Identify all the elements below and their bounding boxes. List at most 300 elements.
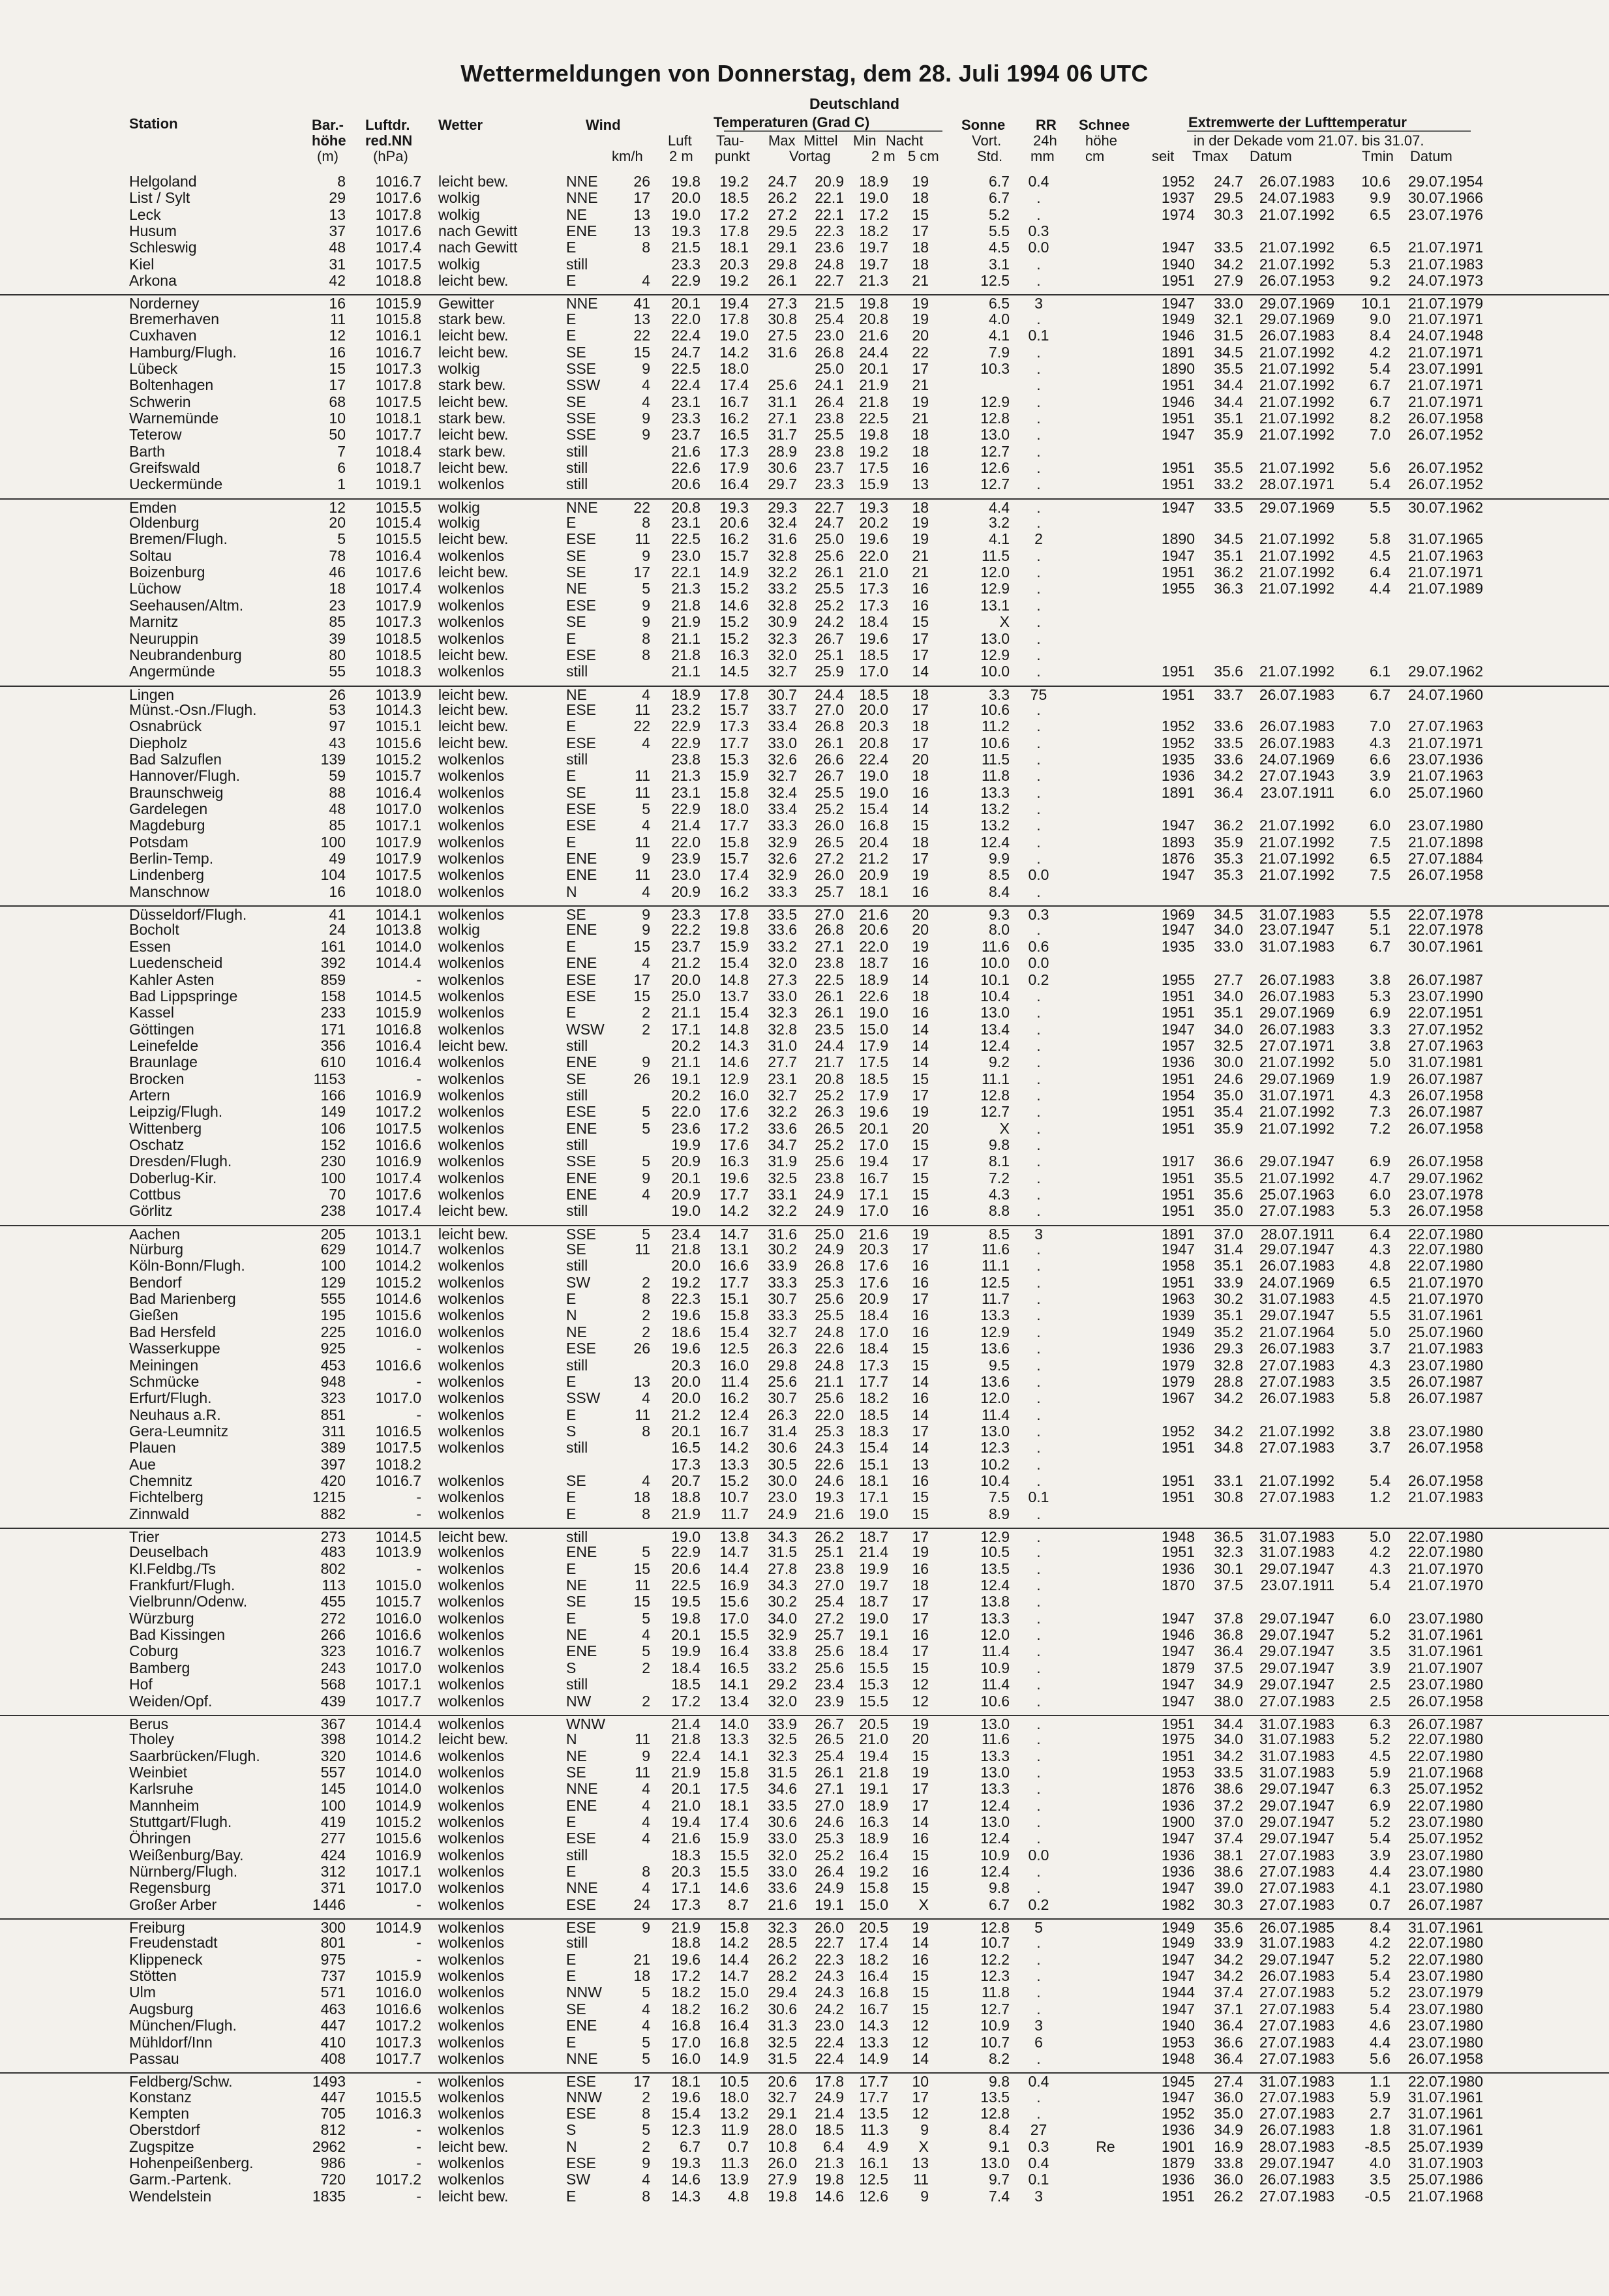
cell-temp-air: 20.6 xyxy=(671,1560,700,1577)
cell-bar-height: 398 xyxy=(320,1730,346,1748)
cell-tmax: 31.5 xyxy=(1214,327,1243,344)
cell-wind-dir: SE xyxy=(566,547,586,564)
cell-wind-speed: 9 xyxy=(642,613,650,631)
cell-since: 1947 xyxy=(1161,1830,1195,1847)
cell-wind-dir: S xyxy=(566,1422,577,1440)
cell-temp-min: 18.2 xyxy=(859,222,888,240)
cell-tmax-date: 21.07.1992 xyxy=(1259,376,1334,394)
cell-bar-height: 568 xyxy=(320,1676,346,1693)
cell-since: 1955 xyxy=(1161,971,1195,988)
cell-tmax xyxy=(1197,1407,1243,1423)
cell-tmin-date: 29.07.1954 xyxy=(1407,173,1483,190)
cell-pressure: - xyxy=(416,1488,421,1506)
cell-rain: . xyxy=(1036,1036,1041,1054)
cell-pressure: 1015.6 xyxy=(375,1830,421,1847)
cell-tmin-date xyxy=(1394,223,1483,239)
cell-temp-mean: 25.2 xyxy=(815,1136,844,1153)
cell-bar-height: 439 xyxy=(320,1692,346,1710)
cell-tmin: 4.2 xyxy=(1370,343,1391,361)
cell-snow xyxy=(1083,1121,1128,1137)
cell-wind-speed xyxy=(616,1137,650,1153)
cell-station: Bad Marienberg xyxy=(129,1290,236,1308)
cell-temp-night: 15 xyxy=(912,1356,929,1374)
cell-sun: 13.0 xyxy=(980,1813,1010,1830)
cell-tmin-date: 26.07.1952 xyxy=(1407,476,1483,493)
cell-tmin-date: 26.07.1958 xyxy=(1407,866,1483,884)
cell-temp-dew: 15.2 xyxy=(719,580,749,597)
cell-temp-min: 15.5 xyxy=(859,1692,888,1710)
cell-tmax-date xyxy=(1243,614,1334,630)
cell-weather: wolkenlos xyxy=(438,476,504,493)
cell-temp-max: 31.5 xyxy=(768,1543,797,1561)
cell-since: 1947 xyxy=(1161,1020,1195,1038)
table-row xyxy=(0,1660,1609,1676)
cell-rain: . xyxy=(1036,750,1041,768)
cell-since: 1951 xyxy=(1161,1103,1195,1121)
cell-pressure: 1017.7 xyxy=(375,2049,421,2067)
cell-temp-dew: 14.8 xyxy=(719,971,749,988)
cell-since: 1951 xyxy=(1161,2187,1195,2205)
cell-temp-min: 17.9 xyxy=(859,1086,888,1104)
cell-temp-mean: 26.4 xyxy=(815,1863,844,1880)
cell-pressure: 1014.6 xyxy=(375,1747,421,1764)
cell-weather: wolkenlos xyxy=(438,1543,504,1561)
cell-temp-mean: 26.5 xyxy=(815,833,844,851)
cell-temp-mean: 26.7 xyxy=(815,767,844,785)
cell-tmin-date xyxy=(1394,1457,1483,1473)
cell-tmin: 3.8 xyxy=(1370,971,1391,988)
cell-tmax-date xyxy=(1243,702,1334,718)
cell-temp-dew: 10.7 xyxy=(719,1488,749,1506)
cell-snow xyxy=(1083,2074,1128,2090)
cell-tmax-date: 21.07.1992 xyxy=(1259,866,1334,884)
cell-wind-speed xyxy=(616,1529,650,1545)
cell-temp-mean: 24.4 xyxy=(815,686,844,703)
cell-tmin-date: 23.07.1980 xyxy=(1407,2033,1483,2051)
cell-station: Schmücke xyxy=(129,1372,200,1390)
header-bar-1: Bar.- xyxy=(312,117,344,133)
table-row xyxy=(0,1170,1609,1186)
cell-temp-max: 29.3 xyxy=(768,498,797,516)
cell-tmin xyxy=(1342,597,1391,614)
cell-station: Cuxhaven xyxy=(129,327,197,344)
cell-tmin-date: 24.07.1948 xyxy=(1407,327,1483,344)
cell-wind-speed: 2 xyxy=(642,1307,650,1324)
cell-snow xyxy=(1083,581,1128,597)
cell-bar-height: 629 xyxy=(320,1241,346,1258)
cell-wind-speed: 13 xyxy=(633,310,650,327)
cell-weather: wolkenlos xyxy=(438,1053,504,1071)
cell-since: 1947 xyxy=(1161,498,1195,516)
cell-pressure: 1017.5 xyxy=(375,1119,421,1137)
table-row xyxy=(0,1935,1609,1951)
cell-temp-night: 18 xyxy=(912,987,929,1004)
cell-temp-dew: 14.9 xyxy=(719,2049,749,2067)
cell-wind-dir: NNW xyxy=(566,2088,602,2106)
cell-since: 1951 xyxy=(1161,1070,1195,1087)
cell-temp-max: 21.6 xyxy=(768,1896,797,1913)
cell-weather: wolkenlos xyxy=(438,2088,504,2106)
cell-tmax-date: 26.07.1983 xyxy=(1259,1389,1334,1407)
cell-temp-min: 18.5 xyxy=(859,686,888,703)
cell-temp-night: 19 xyxy=(912,514,929,531)
cell-since xyxy=(1143,884,1195,900)
cell-temp-mean: 25.3 xyxy=(815,1273,844,1291)
cell-tmin xyxy=(1342,631,1391,647)
cell-pressure: 1014.1 xyxy=(375,906,421,924)
cell-temp-mean: 22.0 xyxy=(815,1406,844,1423)
cell-temp-max: 27.3 xyxy=(768,295,797,312)
table-row xyxy=(0,1071,1609,1087)
table-row xyxy=(0,597,1609,614)
cell-wind-dir: E xyxy=(566,1609,577,1627)
cell-bar-height: 367 xyxy=(320,1715,346,1732)
cell-temp-mean: 26.6 xyxy=(815,750,844,768)
cell-temp-dew: 14.6 xyxy=(719,1053,749,1071)
cell-station: Köln-Bonn/Flugh. xyxy=(129,1257,245,1275)
cell-tmin: 6.5 xyxy=(1370,239,1391,256)
cell-tmin-date: 22.07.1978 xyxy=(1407,921,1483,939)
cell-station: Oschatz xyxy=(129,1136,185,1153)
cell-sun: X xyxy=(999,613,1010,631)
cell-rain: 0.4 xyxy=(1028,173,1049,190)
cell-weather: wolkenlos xyxy=(438,2033,504,2051)
cell-temp-air: 20.9 xyxy=(671,883,700,900)
cell-weather: wolkenlos xyxy=(438,1136,504,1153)
cell-tmin-date: 22.07.1980 xyxy=(1407,1796,1483,1814)
cell-station: Bad Hersfeld xyxy=(129,1323,216,1340)
cell-temp-dew: 15.7 xyxy=(719,701,749,718)
cell-temp-air: 20.8 xyxy=(671,498,700,516)
table-row xyxy=(0,1203,1609,1219)
cell-sun: 13.1 xyxy=(980,596,1010,614)
cell-temp-night: 18 xyxy=(912,255,929,273)
cell-wind-dir: ENE xyxy=(566,954,597,972)
cell-tmax-date xyxy=(1243,597,1334,614)
cell-temp-dew: 18.5 xyxy=(719,189,749,207)
cell-weather: nach Gewitt xyxy=(438,222,518,240)
cell-wind-speed: 9 xyxy=(642,1919,650,1936)
cell-tmax-date: 21.07.1992 xyxy=(1259,580,1334,597)
header-bar-2: höhe xyxy=(312,132,346,149)
cell-rain: . xyxy=(1036,189,1041,207)
cell-temp-max: 29.1 xyxy=(768,239,797,256)
cell-temp-air: 18.2 xyxy=(671,1984,700,2001)
cell-wind-dir: SE xyxy=(566,2000,586,2017)
cell-station: Zugspitze xyxy=(129,2137,194,2155)
cell-wind-dir: SW xyxy=(566,2171,591,2188)
cell-temp-max: 33.3 xyxy=(768,1307,797,1324)
cell-tmax-date: 25.07.1963 xyxy=(1259,1186,1334,1203)
cell-tmin-date: 26.07.1958 xyxy=(1407,409,1483,427)
cell-temp-mean: 25.0 xyxy=(815,359,844,377)
cell-wind-speed: 17 xyxy=(633,971,650,988)
cell-tmin-date: 26.07.1987 xyxy=(1407,971,1483,988)
cell-sun: 10.5 xyxy=(980,1543,1010,1561)
cell-snow xyxy=(1083,1897,1128,1913)
cell-temp-dew: 15.8 xyxy=(719,1763,749,1781)
cell-tmin: 4.4 xyxy=(1370,2033,1391,2051)
cell-temp-night: 14 xyxy=(912,1020,929,1038)
cell-tmax: 36.4 xyxy=(1214,783,1243,801)
cell-station: Gardelegen xyxy=(129,800,208,817)
cell-since: 1951 xyxy=(1161,1488,1195,1506)
cell-wind-dir: E xyxy=(566,1290,577,1308)
cell-tmin-date: 21.07.1970 xyxy=(1407,1560,1483,1577)
cell-pressure: - xyxy=(416,1896,421,1913)
cell-wind-dir: ESE xyxy=(566,2104,597,2122)
cell-snow xyxy=(1083,1153,1128,1170)
cell-temp-air: 20.1 xyxy=(671,1626,700,1644)
cell-temp-min: 19.7 xyxy=(859,1577,888,1594)
cell-pressure: 1016.1 xyxy=(375,327,421,344)
cell-snow xyxy=(1083,1952,1128,1968)
cell-tmin-date: 21.07.1983 xyxy=(1407,1488,1483,1506)
cell-tmin-date: 29.07.1962 xyxy=(1407,1169,1483,1186)
cell-station: Arkona xyxy=(129,272,177,290)
cell-temp-mean: 26.8 xyxy=(815,1257,844,1275)
cell-weather: wolkenlos xyxy=(438,1070,504,1087)
cell-weather: wolkenlos xyxy=(438,937,504,955)
cell-rain: . xyxy=(1036,498,1041,516)
cell-wind-dir: ESE xyxy=(566,817,597,834)
cell-temp-min: 17.3 xyxy=(859,1356,888,1374)
cell-tmin-date xyxy=(1394,647,1483,663)
cell-temp-min: 13.3 xyxy=(859,2033,888,2051)
cell-wind-dir: SE xyxy=(566,564,586,581)
cell-wind-dir: NNE xyxy=(566,1879,598,1897)
cell-temp-mean: 25.5 xyxy=(815,1307,844,1324)
cell-temp-min: 17.2 xyxy=(859,205,888,223)
cell-pressure: 1014.5 xyxy=(375,1528,421,1545)
cell-rain: . xyxy=(1036,1676,1041,1693)
cell-sun: 10.3 xyxy=(980,359,1010,377)
cell-tmin-date: 23.07.1936 xyxy=(1407,750,1483,768)
cell-since: 1957 xyxy=(1161,1036,1195,1054)
cell-temp-mean: 26.3 xyxy=(815,1103,844,1121)
cell-tmin: 6.7 xyxy=(1370,393,1391,410)
cell-tmin: 4.4 xyxy=(1370,580,1391,597)
cell-wind-dir: E xyxy=(566,1967,577,1985)
cell-since: 1947 xyxy=(1161,1879,1195,1897)
cell-weather: wolkenlos xyxy=(438,1004,504,1021)
cell-bar-height: 802 xyxy=(320,1560,346,1577)
cell-sun: 8.8 xyxy=(989,1202,1010,1220)
cell-temp-min: 20.3 xyxy=(859,718,888,735)
cell-temp-night: 20 xyxy=(912,921,929,939)
table-row xyxy=(0,444,1609,460)
cell-wind-dir: still xyxy=(566,1257,588,1275)
header-tau-2: punkt xyxy=(715,148,750,164)
cell-tmax: 37.1 xyxy=(1214,2000,1243,2017)
cell-wind-dir: ENE xyxy=(566,850,597,867)
cell-pressure: 1014.7 xyxy=(375,1241,421,1258)
cell-wind-speed: 4 xyxy=(642,2171,650,2188)
cell-wind-dir: ESE xyxy=(566,1340,597,1357)
cell-bar-height: 419 xyxy=(320,1813,346,1830)
cell-temp-max: 32.2 xyxy=(768,564,797,581)
cell-temp-max: 33.6 xyxy=(768,1879,797,1897)
cell-tmax-date: 29.07.1969 xyxy=(1259,1004,1334,1021)
cell-wind-speed: 4 xyxy=(642,1830,650,1847)
cell-bar-height: 705 xyxy=(320,2104,346,2122)
cell-pressure: 1017.1 xyxy=(375,817,421,834)
cell-temp-min: 18.4 xyxy=(859,1307,888,1324)
cell-temp-air: 20.3 xyxy=(671,1356,700,1374)
cell-pressure: 1017.0 xyxy=(375,800,421,817)
cell-wind-speed: 9 xyxy=(642,906,650,924)
cell-temp-min: 22.0 xyxy=(859,547,888,564)
cell-sun: 4.0 xyxy=(989,310,1010,327)
cell-temp-dew: 18.1 xyxy=(719,239,749,256)
cell-temp-mean: 24.3 xyxy=(815,1967,844,1985)
cell-station: Gera-Leumnitz xyxy=(129,1422,229,1440)
table-row xyxy=(0,785,1609,801)
cell-tmin-date: 21.07.1970 xyxy=(1407,1577,1483,1594)
cell-weather: leicht bew. xyxy=(438,1202,509,1220)
cell-temp-night: 12 xyxy=(912,1692,929,1710)
cell-snow xyxy=(1083,867,1128,883)
cell-rain: . xyxy=(1036,1659,1041,1676)
table-row xyxy=(0,311,1609,327)
table-row xyxy=(0,768,1609,784)
cell-temp-min: 17.1 xyxy=(859,1186,888,1203)
cell-wind-speed xyxy=(616,1935,650,1951)
table-row xyxy=(0,2188,1609,2205)
cell-bar-height: 23 xyxy=(329,596,346,614)
cell-tmin: 6.3 xyxy=(1370,1715,1391,1732)
header-seit: seit xyxy=(1152,148,1175,164)
cell-temp-mean: 26.1 xyxy=(815,734,844,751)
cell-temp-max: 33.9 xyxy=(768,1715,797,1732)
table-row xyxy=(0,867,1609,883)
table-row xyxy=(0,1561,1609,1577)
cell-temp-night: 15 xyxy=(912,1070,929,1087)
cell-temp-mean: 23.8 xyxy=(815,409,844,427)
cell-rain: . xyxy=(1036,1455,1041,1473)
cell-temp-night: 16 xyxy=(912,1273,929,1291)
cell-temp-dew: 14.6 xyxy=(719,1879,749,1897)
cell-tmin: 6.9 xyxy=(1370,1153,1391,1170)
cell-temp-night: 16 xyxy=(912,1257,929,1275)
cell-weather: leicht bew. xyxy=(438,2137,509,2155)
cell-temp-dew: 17.0 xyxy=(719,1609,749,1627)
cell-bar-height: 41 xyxy=(329,906,346,924)
cell-tmax: 34.2 xyxy=(1214,1747,1243,1764)
cell-station: Erfurt/Flugh. xyxy=(129,1389,212,1407)
cell-pressure: 1018.1 xyxy=(375,409,421,427)
cell-tmax xyxy=(1197,801,1243,817)
cell-wind-speed: 8 xyxy=(642,629,650,647)
cell-tmax-date: 31.07.1983 xyxy=(1259,1730,1334,1748)
cell-station: Düsseldorf/Flugh. xyxy=(129,906,247,924)
cell-wind-dir: SE xyxy=(566,1763,586,1781)
cell-pressure: 1016.7 xyxy=(375,343,421,361)
cell-wind-speed: 4 xyxy=(642,1472,650,1489)
cell-temp-night: 18 xyxy=(912,239,929,256)
cell-station: Münst.-Osn./Flugh. xyxy=(129,701,257,718)
cell-tmin: 5.0 xyxy=(1370,1528,1391,1545)
cell-tmax: 35.6 xyxy=(1214,1186,1243,1203)
table-row xyxy=(0,922,1609,938)
cell-rain: . xyxy=(1036,1715,1041,1732)
table-row xyxy=(0,1952,1609,1968)
cell-tmin: 5.5 xyxy=(1370,1307,1391,1324)
cell-tmin-date: 23.07.1980 xyxy=(1407,1813,1483,1830)
cell-station: Passau xyxy=(129,2049,179,2067)
table-row xyxy=(0,663,1609,680)
cell-tmax: 29.5 xyxy=(1214,189,1243,207)
cell-weather: wolkenlos xyxy=(438,1439,504,1457)
cell-temp-night: 14 xyxy=(912,2049,929,2067)
cell-since: 1936 xyxy=(1161,1846,1195,1864)
cell-tmin: 3.8 xyxy=(1370,1036,1391,1054)
cell-rain: . xyxy=(1036,393,1041,410)
table-row xyxy=(0,2034,1609,2051)
cell-temp-max: 25.6 xyxy=(768,376,797,394)
cell-station: Saarbrücken/Flugh. xyxy=(129,1747,260,1764)
cell-temp-dew: 15.5 xyxy=(719,1863,749,1880)
cell-temp-min: 20.6 xyxy=(859,921,888,939)
cell-sun: 12.5 xyxy=(980,1273,1010,1291)
cell-temp-dew: 16.4 xyxy=(719,1642,749,1660)
cell-tmax-date: 29.07.1947 xyxy=(1259,1609,1334,1627)
cell-temp-max: 30.0 xyxy=(768,1472,797,1489)
cell-temp-min: 22.0 xyxy=(859,937,888,955)
cell-station: Neuhaus a.R. xyxy=(129,1406,221,1423)
cell-sun: 13.8 xyxy=(980,1593,1010,1610)
cell-temp-air: 20.3 xyxy=(671,1863,700,1880)
cell-wind-dir: still xyxy=(566,442,588,460)
cell-temp-min: 12.6 xyxy=(859,2187,888,2205)
cell-rain: . xyxy=(1036,701,1041,718)
cell-temp-air: 23.8 xyxy=(671,750,700,768)
cell-temp-dew: 17.3 xyxy=(719,442,749,460)
cell-tmin: 6.4 xyxy=(1370,1225,1391,1243)
table-row xyxy=(0,256,1609,273)
cell-temp-mean: 23.8 xyxy=(815,1169,844,1186)
cell-tmax-date: 21.07.1992 xyxy=(1259,1169,1334,1186)
cell-tmax: 34.4 xyxy=(1214,376,1243,394)
cell-temp-dew: 14.4 xyxy=(719,1560,749,1577)
cell-wind-dir: SE xyxy=(566,1070,586,1087)
cell-tmin: 3.9 xyxy=(1370,1846,1391,1864)
cell-temp-max: 27.2 xyxy=(768,205,797,223)
cell-pressure: 1017.6 xyxy=(375,189,421,207)
cell-bar-height: 483 xyxy=(320,1543,346,1561)
cell-temp-night: 17 xyxy=(912,1796,929,1814)
cell-temp-dew: 17.7 xyxy=(719,1186,749,1203)
cell-since: 1936 xyxy=(1161,1053,1195,1071)
cell-rain: . xyxy=(1036,1422,1041,1440)
cell-tmin: 6.0 xyxy=(1370,1186,1391,1203)
cell-temp-min: 17.7 xyxy=(859,2088,888,2106)
cell-snow xyxy=(1083,1407,1128,1423)
cell-tmin-date: 22.07.1980 xyxy=(1407,1950,1483,1968)
cell-weather: wolkenlos xyxy=(438,1896,504,1913)
cell-temp-dew: 16.5 xyxy=(719,426,749,444)
cell-since: 1951 xyxy=(1161,409,1195,427)
table-row xyxy=(0,1764,1609,1781)
cell-wind-speed: 4 xyxy=(642,1879,650,1897)
cell-temp-max: 33.3 xyxy=(768,817,797,834)
cell-temp-air: 20.1 xyxy=(671,1422,700,1440)
cell-temp-mean: 23.7 xyxy=(815,459,844,476)
cell-snow xyxy=(1083,1170,1128,1186)
cell-temp-dew: 17.5 xyxy=(719,1780,749,1798)
table-row xyxy=(0,1748,1609,1764)
cell-tmin: 7.0 xyxy=(1370,426,1391,444)
